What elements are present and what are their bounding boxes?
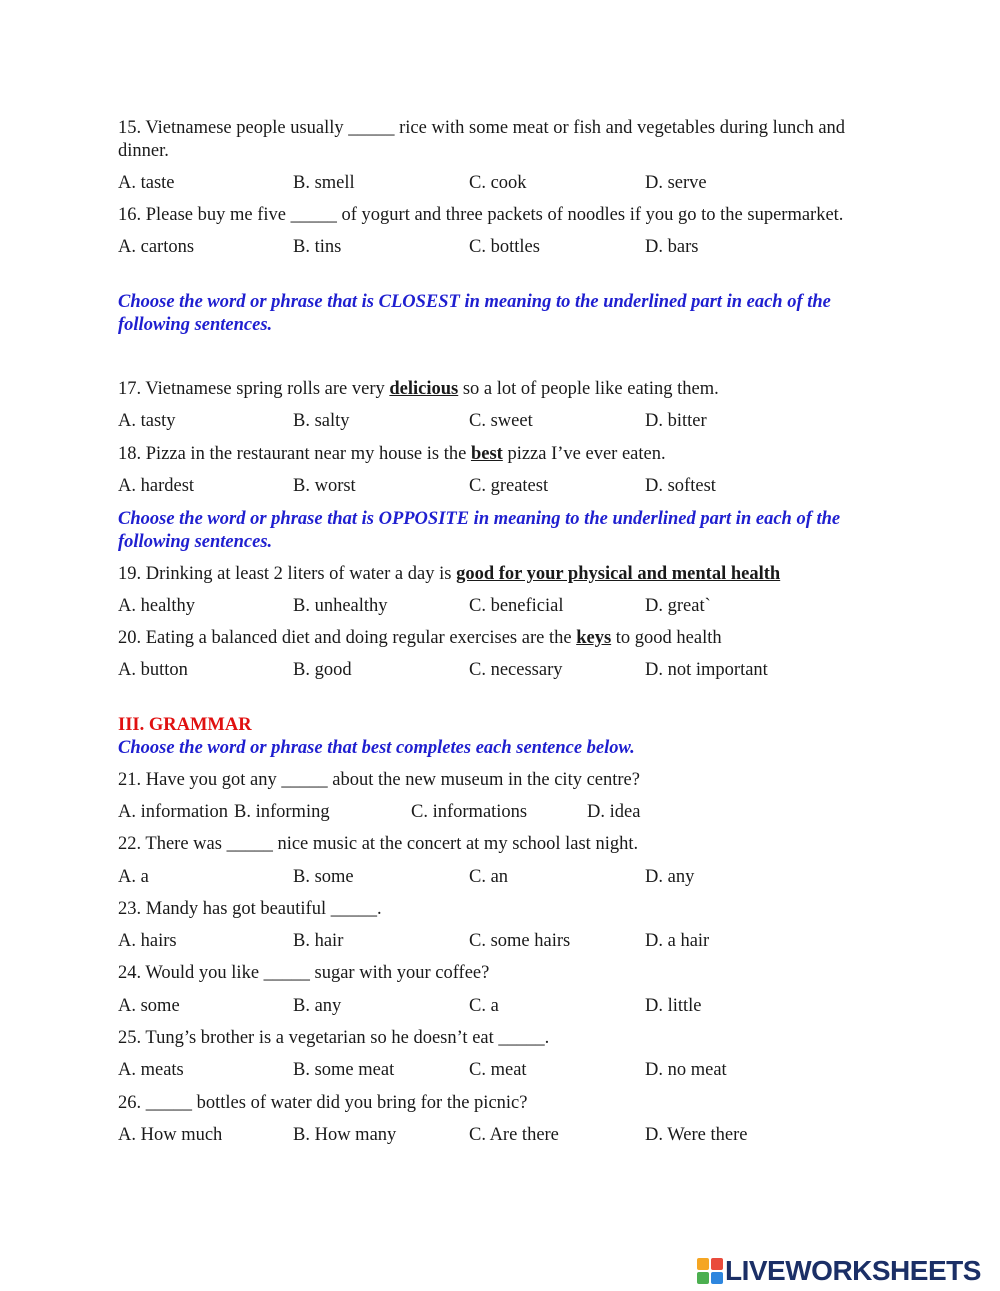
underlined-word: best [470, 444, 503, 464]
option-d: D. not important [645, 660, 768, 680]
underlined-word: delicious [389, 379, 459, 399]
question-20-options [118, 659, 918, 682]
option-a: A. How much [118, 1125, 223, 1145]
option-b: B. informing [234, 802, 330, 822]
instruction-opposite-cont: following sentences. [118, 532, 273, 552]
section-heading-grammar: III. GRAMMAR [118, 715, 252, 735]
question-25-text: 25. Tung’s brother is a vegetarian so he doesn’t eat _____. [118, 1028, 550, 1048]
option-b: B. some meat [293, 1060, 395, 1080]
option-d: D. bitter [645, 411, 707, 431]
question-20-text: 20. Eating a balanced diet and doing regular exercises are the keys to good health [118, 628, 722, 648]
question-19-options [118, 595, 918, 618]
option-c: C. some hairs [469, 931, 571, 951]
option-c: C. sweet [469, 411, 533, 431]
option-d: D. little [645, 996, 702, 1016]
option-a: A. information [118, 802, 228, 822]
question-18-options [118, 475, 918, 498]
option-b: B. unhealthy [293, 596, 388, 616]
option-a: A. a [118, 867, 149, 887]
option-d: D. a hair [645, 931, 710, 951]
option-b: B. any [293, 996, 342, 1016]
logo-square-2 [711, 1258, 723, 1270]
question-15-options [118, 172, 918, 195]
option-d: D. Were there [645, 1125, 748, 1145]
question-23-text: 23. Mandy has got beautiful _____. [118, 899, 382, 919]
logo-square-4 [711, 1272, 723, 1284]
liveworksheets-logo[interactable] [697, 1256, 981, 1286]
question-25-options [118, 1059, 918, 1082]
question-22-options [118, 866, 918, 889]
question-19-text: 19. Drinking at least 2 liters of water a day is good for your physical and mental health [118, 564, 781, 584]
option-d: D. great` [645, 596, 711, 616]
option-d: D. serve [645, 173, 707, 193]
option-a: A. hairs [118, 931, 177, 951]
option-c: C. bottles [469, 237, 540, 257]
question-23-options [118, 930, 918, 953]
logo-square-3 [697, 1272, 709, 1284]
option-a: A. hardest [118, 476, 195, 496]
option-a: A. button [118, 660, 188, 680]
option-b: B. tins [293, 237, 342, 257]
underlined-word: keys [576, 628, 612, 648]
question-22-text: 22. There was _____ nice music at the concert at my school last night. [118, 834, 639, 854]
option-b: B. some [293, 867, 354, 887]
underlined-phrase: good for your physical and mental health [456, 564, 781, 584]
instruction-grammar: Choose the word or phrase that best completes each sentence below. [118, 738, 635, 758]
option-d: D. any [645, 867, 695, 887]
option-d: D. idea [587, 802, 641, 822]
option-c: C. greatest [469, 476, 549, 496]
option-b: B. worst [293, 476, 356, 496]
logo-square-1 [697, 1258, 709, 1270]
question-16-options [118, 236, 918, 259]
option-c: C. Are there [469, 1125, 559, 1145]
question-15-text: 15. Vietnamese people usually _____ rice with some meat or fish and vegetables during lunch and [118, 118, 846, 138]
option-d: D. no meat [645, 1060, 727, 1080]
option-c: C. meat [469, 1060, 527, 1080]
option-a: A. cartons [118, 237, 195, 257]
option-c: C. an [469, 867, 509, 887]
option-a: A. healthy [118, 596, 196, 616]
question-15-text-cont: dinner. [118, 141, 169, 161]
question-24-options [118, 995, 918, 1018]
question-26-options [118, 1124, 918, 1147]
logo-text: LIVEWORKSHEETS [725, 1255, 981, 1286]
option-b: B. salty [293, 411, 350, 431]
option-c: C. beneficial [469, 596, 564, 616]
option-b: B. smell [293, 173, 355, 193]
liveworksheets-logo-icon [697, 1258, 723, 1284]
instruction-opposite: Choose the word or phrase that is OPPOSITE in meaning to the underlined part in each of the [118, 509, 841, 529]
option-a: A. tasty [118, 411, 176, 431]
option-a: A. meats [118, 1060, 184, 1080]
question-21-text: 21. Have you got any _____ about the new museum in the city centre? [118, 770, 640, 790]
option-d: D. bars [645, 237, 699, 257]
option-c: C. informations [411, 802, 528, 822]
option-c: C. cook [469, 173, 527, 193]
question-21-options [118, 801, 918, 824]
option-d: D. softest [645, 476, 716, 496]
question-26-text: 26. _____ bottles of water did you bring for the picnic? [118, 1093, 528, 1113]
question-16-text: 16. Please buy me five _____ of yogurt and three packets of noodles if you go to the supermarket. [118, 205, 844, 225]
option-c: C. a [469, 996, 499, 1016]
option-c: C. necessary [469, 660, 563, 680]
instruction-closest-cont: following sentences. [118, 315, 273, 335]
question-17-options [118, 410, 918, 433]
option-a: A. some [118, 996, 180, 1016]
question-24-text: 24. Would you like _____ sugar with your coffee? [118, 963, 490, 983]
option-b: B. How many [293, 1125, 397, 1145]
instruction-closest: Choose the word or phrase that is CLOSEST in meaning to the underlined part in each of the [118, 292, 831, 312]
question-17-text: 17. Vietnamese spring rolls are very delicious so a lot of people like eating them. [118, 379, 719, 399]
option-a: A. taste [118, 173, 175, 193]
option-b: B. hair [293, 931, 344, 951]
option-b: B. good [293, 660, 352, 680]
question-18-text: 18. Pizza in the restaurant near my house is the best pizza I’ve ever eaten. [118, 444, 666, 464]
